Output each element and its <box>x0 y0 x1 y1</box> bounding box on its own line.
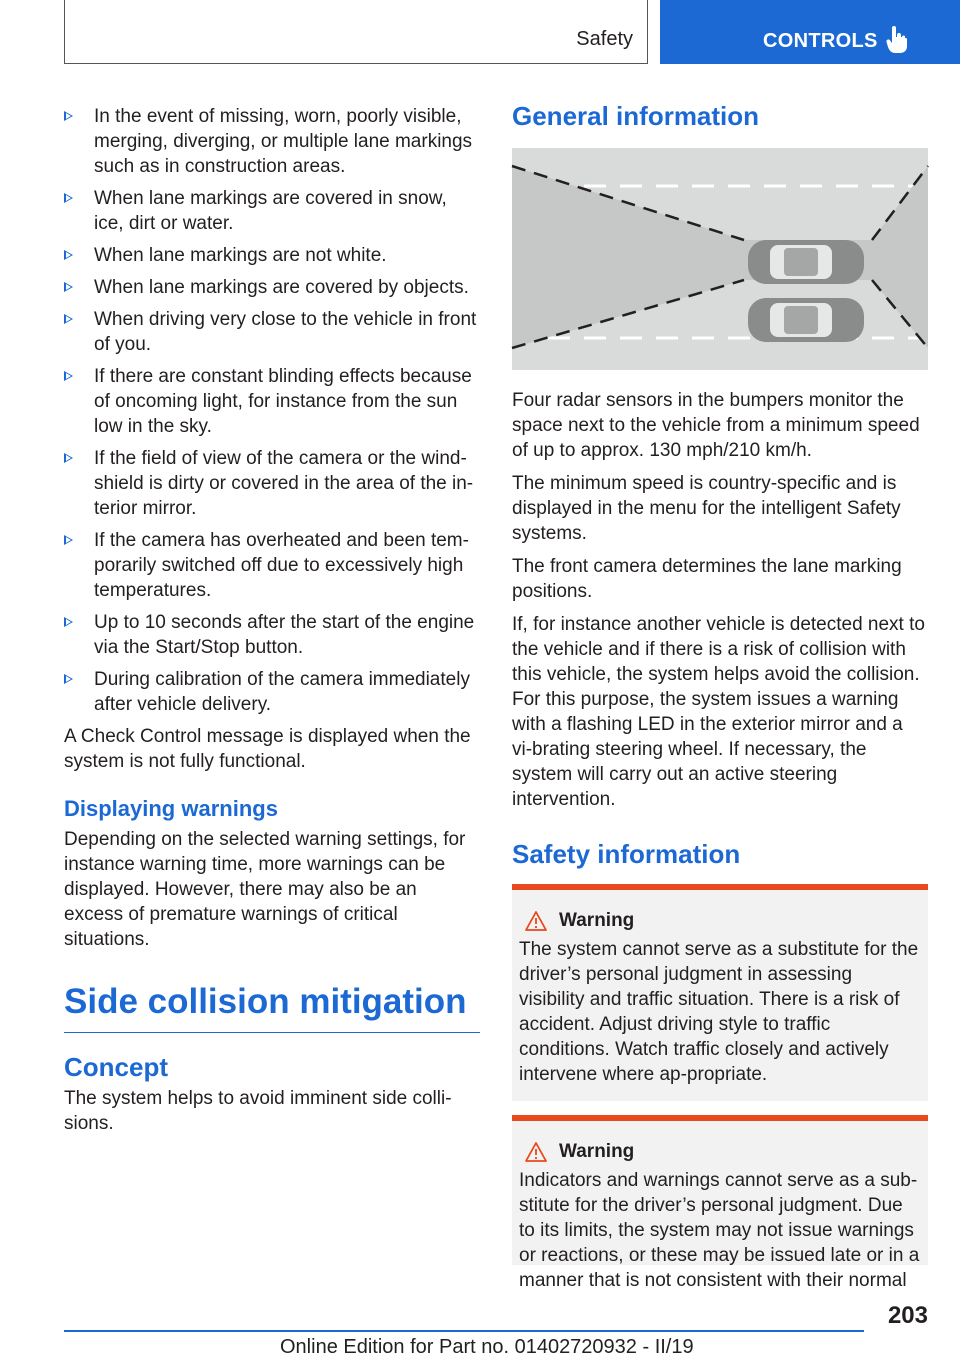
radar-diagram-graphic <box>512 148 928 370</box>
bullet-triangle-icon <box>64 282 73 292</box>
bullet-triangle-icon <box>64 193 73 203</box>
bullet-triangle-icon <box>64 314 73 324</box>
general-paragraph-1: Four radar sensors in the bumpers monitor the space next to the vehicle from a minimum speed of up to approx. 130 mph/210 km/h. <box>512 390 920 461</box>
list-item: If the camera has overheated and been tem-porarily switched off due to excessively high temperatures. <box>64 528 480 603</box>
warning-title: Warning <box>559 910 635 931</box>
list-item: In the event of missing, worn, poorly visible, merging, diverging, or multiple lane markings such as in construction areas. <box>64 104 480 179</box>
check-control-text: A Check Control message is displayed when the system is not fully functional. <box>64 726 471 772</box>
chapter-tab[interactable] <box>660 0 960 64</box>
side-collision-heading: Side collision mitigation <box>64 980 480 1033</box>
list-item: When lane markings are covered in snow, ice, dirt or water. <box>64 186 480 236</box>
bullet-triangle-icon <box>64 453 73 463</box>
warning-box <box>512 884 928 1101</box>
bullet-triangle-icon <box>64 250 73 260</box>
radar-illustration <box>512 148 928 370</box>
bullet-triangle-icon <box>64 617 73 627</box>
list-item: If the field of view of the camera or the wind-shield is dirty or covered in the area of the in-terior mirror. <box>64 446 480 521</box>
section-title: Safety <box>576 28 633 50</box>
bullet-triangle-icon <box>64 111 73 121</box>
pointing-hand-icon <box>886 26 908 54</box>
list-item: When lane markings are not white. <box>64 243 480 268</box>
header-section-box <box>64 0 648 64</box>
page-number: 203 <box>887 1302 928 1329</box>
general-information-heading: General information <box>512 101 760 131</box>
chapter-title: CONTROLS <box>763 30 878 52</box>
list-item: When lane markings are covered by objects. <box>64 275 480 300</box>
warning-triangle-icon <box>525 911 547 931</box>
list-item: When driving very close to the vehicle in front of you. <box>64 307 480 357</box>
general-paragraph-4: If, for instance another vehicle is detected next to the vehicle and if there is a risk of collision with this vehicle, the system helps avoid the collision. For this purpose, the system issues a warning with a flashing LED in the exterior mirror and a vi-brating steering wheel. If necessary, the system will carry out an active steering intervention. <box>512 614 925 810</box>
limitations-list <box>64 104 480 717</box>
bullet-triangle-icon <box>64 674 73 684</box>
warning-title: Warning <box>559 1141 635 1162</box>
list-item: If there are constant blinding effects because of oncoming light, for instance from the sun low in the sky. <box>64 364 480 439</box>
bullet-triangle-icon <box>64 371 73 381</box>
car-bottom-icon <box>748 298 864 342</box>
warning-triangle-icon <box>525 1142 547 1162</box>
right-column <box>512 100 928 1291</box>
safety-information-heading: Safety information <box>512 839 741 869</box>
list-item: During calibration of the camera immediately after vehicle delivery. <box>64 667 480 717</box>
displaying-warnings-text: Depending on the selected warning settings, for instance warning time, more warnings can be displayed. However, there may also be an excess of premature warnings of critical situations. <box>64 829 466 950</box>
concept-text: The system helps to avoid imminent side colli-sions. <box>64 1088 452 1134</box>
warning-box <box>512 1115 928 1291</box>
footer-edition-text: Online Edition for Part no. 01402720932 - II/19 <box>280 1336 694 1358</box>
footer-divider <box>64 1330 864 1332</box>
left-column <box>64 104 480 1144</box>
general-paragraph-2: The minimum speed is country-specific and is displayed in the menu for the intelligent Safety systems. <box>512 473 901 544</box>
warning-text: Indicators and warnings cannot serve as a sub-stitute for the driver’s personal judgment. Due to its limits, the system may not issue warnings or reactions, or these may be issued late or in a manner that is not consistent with their normal <box>519 1170 920 1291</box>
warning-text: The system cannot serve as a substitute for the driver’s personal judgment in assessing visibility and traffic situation. There is a risk of accident. Adjust driving style to traffic conditions. Watch traffic closely and actively intervene where ap-propriate. <box>519 939 919 1085</box>
bullet-triangle-icon <box>64 535 73 545</box>
list-item: Up to 10 seconds after the start of the engine via the Start/Stop button. <box>64 610 480 660</box>
car-top-icon <box>748 240 864 284</box>
displaying-warnings-heading: Displaying warnings <box>64 796 278 821</box>
concept-heading: Concept <box>64 1052 168 1082</box>
general-paragraph-3: The front camera determines the lane marking positions. <box>512 556 902 602</box>
